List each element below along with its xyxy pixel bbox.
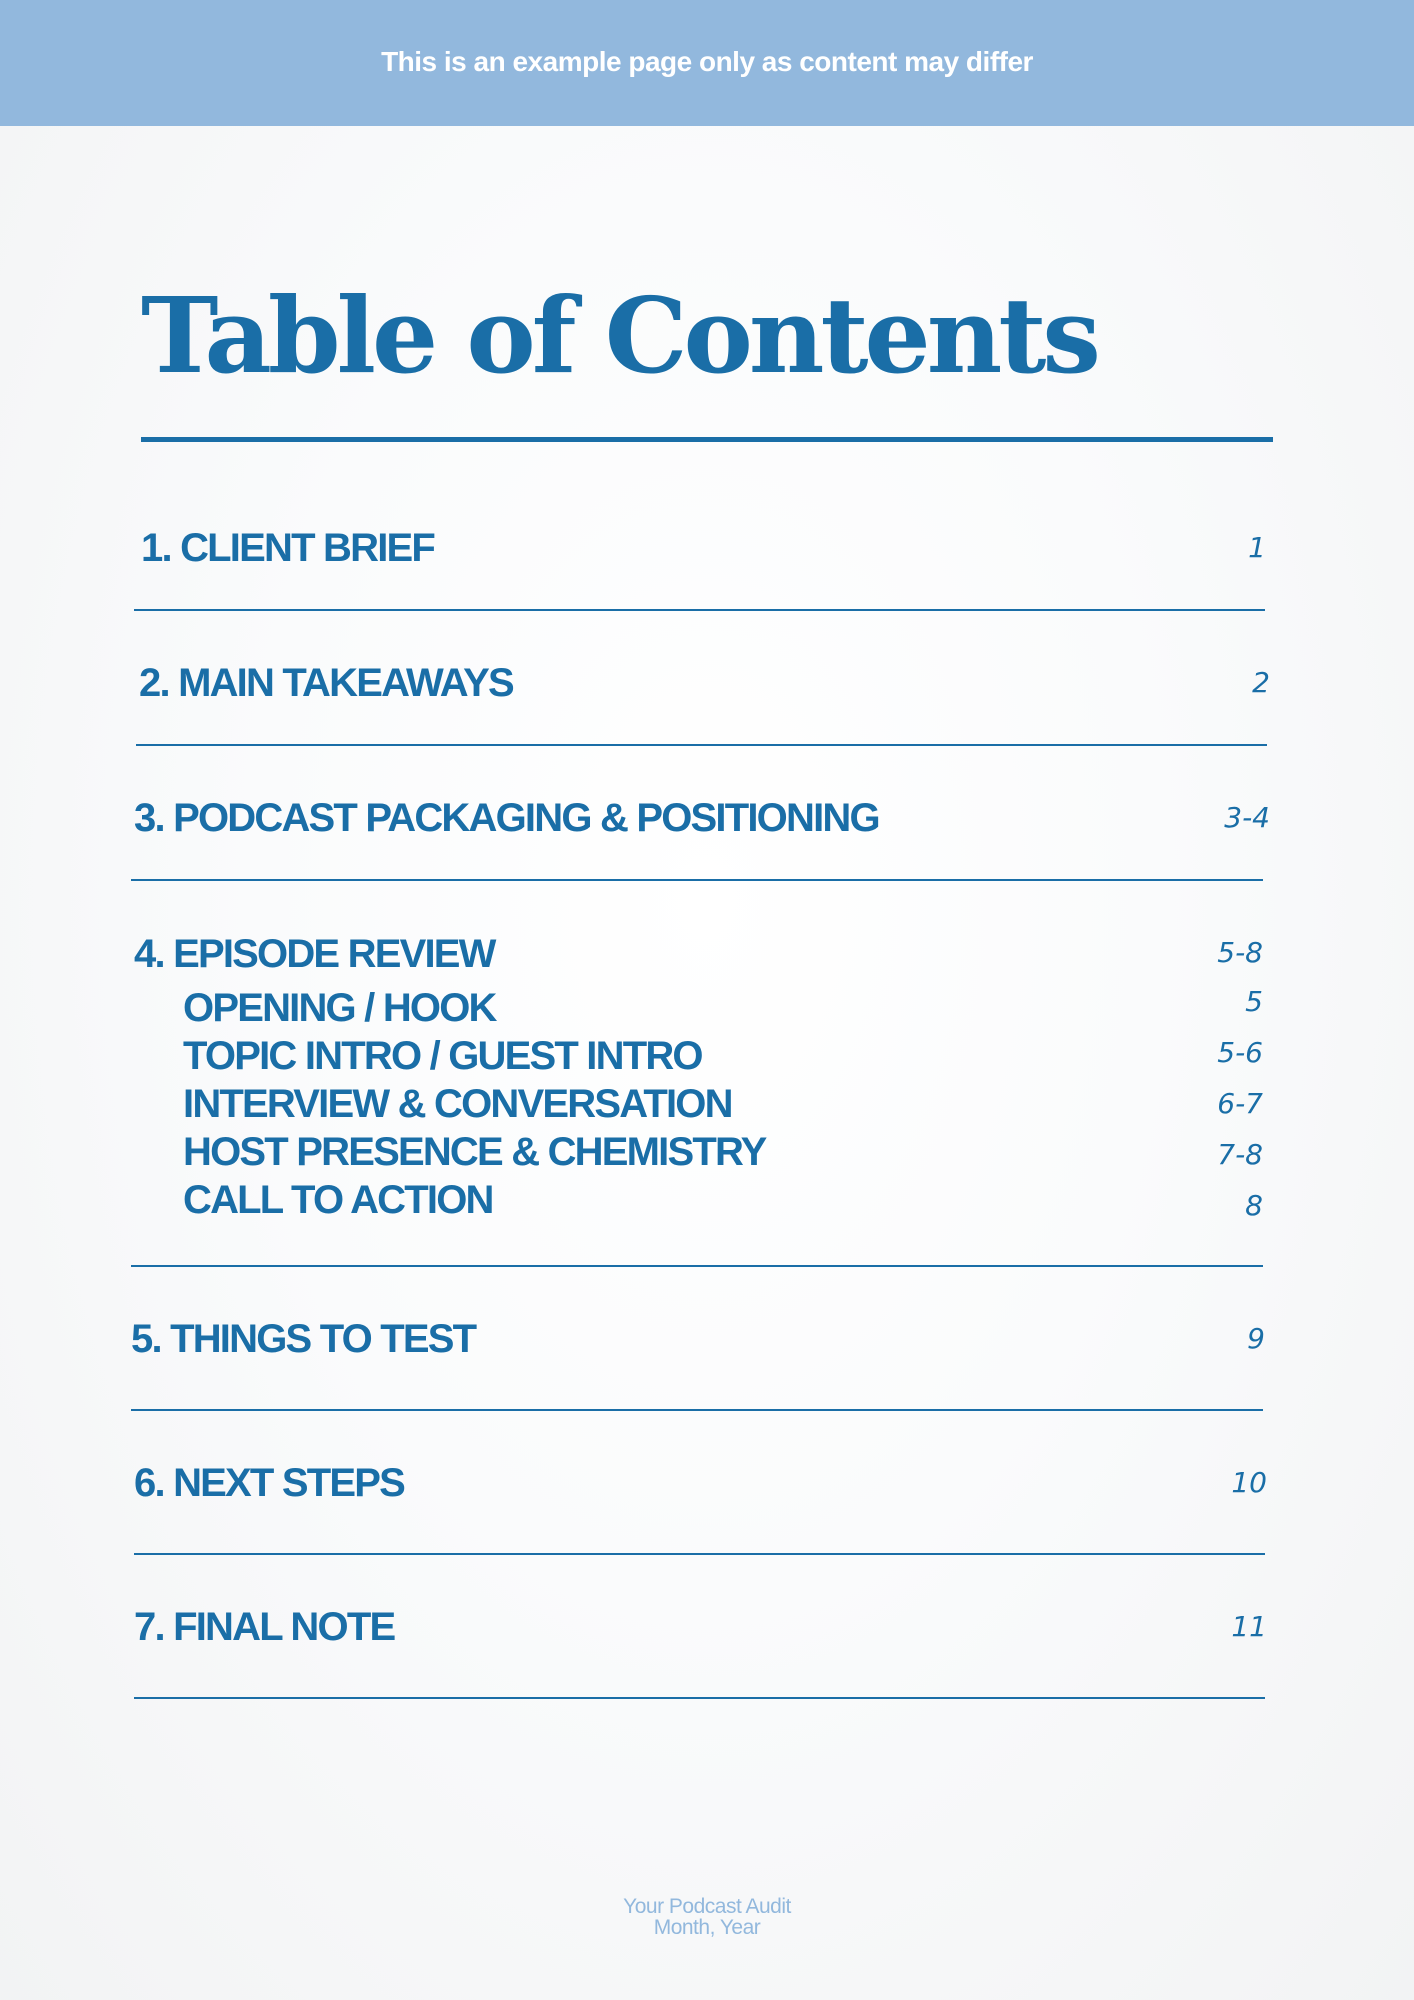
example-banner [0, 0, 1414, 126]
toc-page-main-takeaways: 2 [1252, 666, 1270, 699]
page-title: Table of Contents [141, 274, 1097, 397]
toc-entry-episode-review[interactable]: 4. EPISODE REVIEW [134, 932, 495, 976]
toc-page-episode-review: 5-8 [1217, 936, 1263, 969]
toc-entry-final-note[interactable]: 7. FINAL NOTE [134, 1605, 395, 1649]
divider [134, 1553, 1265, 1555]
toc-subpage-call-to-action: 8 [1245, 1189, 1263, 1222]
title-underline [141, 437, 1273, 442]
toc-entry-podcast-packaging[interactable]: 3. PODCAST PACKAGING & POSITIONING [134, 796, 879, 840]
divider [131, 879, 1263, 881]
toc-subentry-opening-hook[interactable]: OPENING / HOOK [183, 986, 496, 1030]
toc-subentry-interview-conversation[interactable]: INTERVIEW & CONVERSATION [183, 1082, 732, 1126]
toc-subentry-host-presence[interactable]: HOST PRESENCE & CHEMISTRY [183, 1130, 766, 1174]
toc-subentry-call-to-action[interactable]: CALL TO ACTION [183, 1178, 493, 1222]
divider [134, 1697, 1265, 1699]
toc-subpage-interview-conversation: 6-7 [1217, 1087, 1263, 1120]
divider [131, 1265, 1263, 1267]
banner-text: This is an example page only as content may differ [381, 45, 1033, 77]
toc-entry-next-steps[interactable]: 6. NEXT STEPS [134, 1461, 405, 1505]
toc-subpage-host-presence: 7-8 [1217, 1138, 1263, 1171]
toc-page-final-note: 11 [1231, 1610, 1267, 1643]
divider [134, 609, 1265, 611]
toc-page-things-to-test: 9 [1247, 1322, 1265, 1355]
toc-entry-things-to-test[interactable]: 5. THINGS TO TEST [131, 1317, 476, 1361]
toc-page-client-brief: 1 [1248, 531, 1266, 564]
footer-title: Your Podcast Audit [623, 1895, 791, 1918]
divider [131, 1409, 1263, 1411]
toc-subentry-topic-intro[interactable]: TOPIC INTRO / GUEST INTRO [183, 1034, 702, 1078]
toc-page-next-steps: 10 [1231, 1466, 1267, 1499]
toc-entry-main-takeaways[interactable]: 2. MAIN TAKEAWAYS [139, 661, 513, 705]
toc-page-podcast-packaging: 3-4 [1224, 801, 1270, 834]
footer-date: Month, Year [653, 1916, 761, 1939]
toc-subpage-topic-intro: 5-6 [1217, 1036, 1263, 1069]
footer [0, 1896, 1414, 1938]
toc-subpage-opening-hook: 5 [1245, 985, 1263, 1018]
toc-entry-client-brief[interactable]: 1. CLIENT BRIEF [141, 526, 435, 570]
divider [136, 744, 1267, 746]
